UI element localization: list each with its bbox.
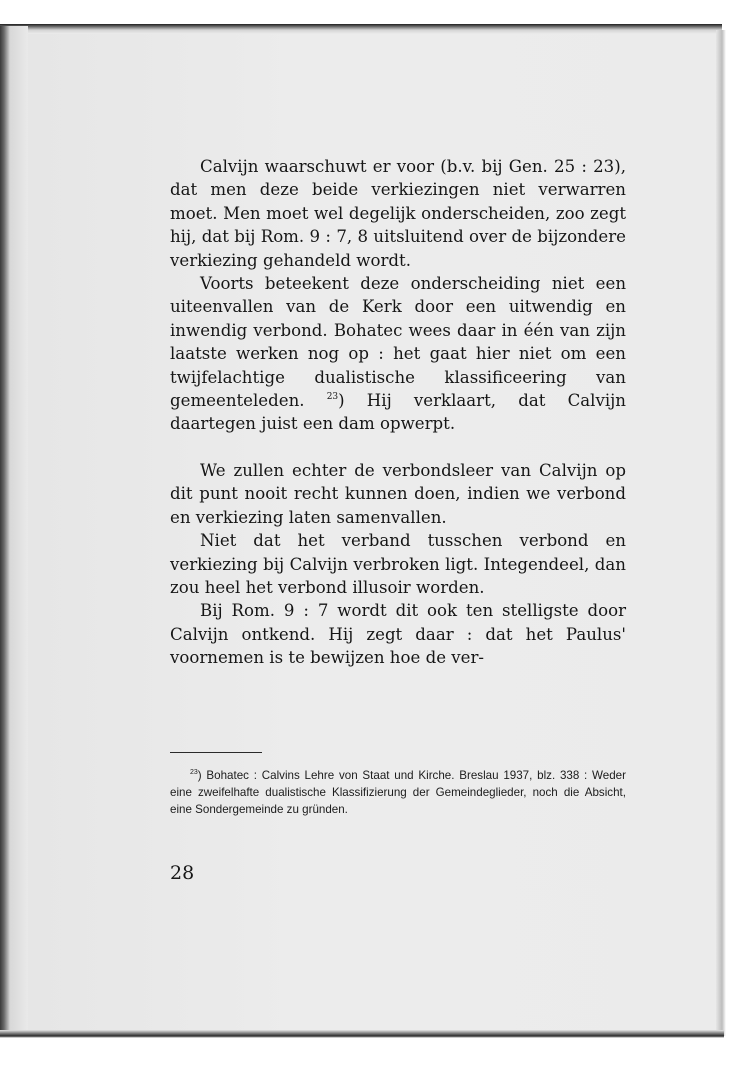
paragraph-3 xyxy=(170,459,626,529)
footnote-separator xyxy=(170,752,262,753)
scan-edge-bottom xyxy=(0,1030,724,1038)
paragraph-4-text: Niet dat het verband tusschen verbond en verkiezing bij Calvijn verbroken ligt. Integendeel, dan zou heel het verbond illusoir worden. xyxy=(170,531,626,597)
paragraph-5 xyxy=(170,599,626,669)
paragraph-4 xyxy=(170,529,626,599)
paragraph-1 xyxy=(170,155,626,272)
footnote-text: ) Bohatec : Calvins Lehre von Staat und Kirche. Breslau 1937, blz. 338 : Weder eine zweifelhafte dualistische Klassifizierung der Gemeindeglieder, noch die Absicht, eine Sondergemeinde zu gründen. xyxy=(170,769,626,816)
page-number: 28 xyxy=(170,862,195,884)
paragraph-2 xyxy=(170,272,626,436)
paragraph-5-text: Bij Rom. 9 : 7 wordt dit ook ten stelligste door Calvijn ontkend. Hij zegt daar : dat het Paulus' voornemen is te bewijzen hoe de ver- xyxy=(170,601,626,668)
scan-edge-left xyxy=(0,26,28,1036)
scan-edge-top xyxy=(0,24,722,34)
footnote xyxy=(170,768,626,818)
scan-edge-right xyxy=(716,30,726,1036)
paragraph-2-text: Voorts beteekent deze onderscheiding niet een uiteenvallen van de Kerk door een uitwendig en inwendig verbond. Bohatec wees daar in één van zijn laatste werken nog op : het gaat hier niet om een twijfelachtige dualistische klassificeering van gemeenteleden. xyxy=(170,274,626,411)
paragraph-3-text: We zullen echter de verbondsleer van Calvijn op dit punt nooit recht kunnen doen, indien we verbond en verkiezing laten samenvallen. xyxy=(170,460,626,527)
body-text xyxy=(170,155,626,670)
paragraph-1-text: Calvijn waarschuwt er voor (b.v. bij Gen. 25 : 23), dat men deze beide verkiezingen niet verwarren moet. Men moet wel degelijk onderscheiden, zoo zegt hij, dat bij Rom. 9 : 7, 8 uitsluitend over de bijzondere verkiezing gehandeld wordt. xyxy=(170,157,626,270)
paragraph-2-text-after: ) Hij verklaart, dat Calvijn daartegen juist een dam opwerpt. xyxy=(170,391,626,434)
footnote-number: 23 xyxy=(190,769,198,776)
footnote-reference: 23 xyxy=(326,392,339,403)
